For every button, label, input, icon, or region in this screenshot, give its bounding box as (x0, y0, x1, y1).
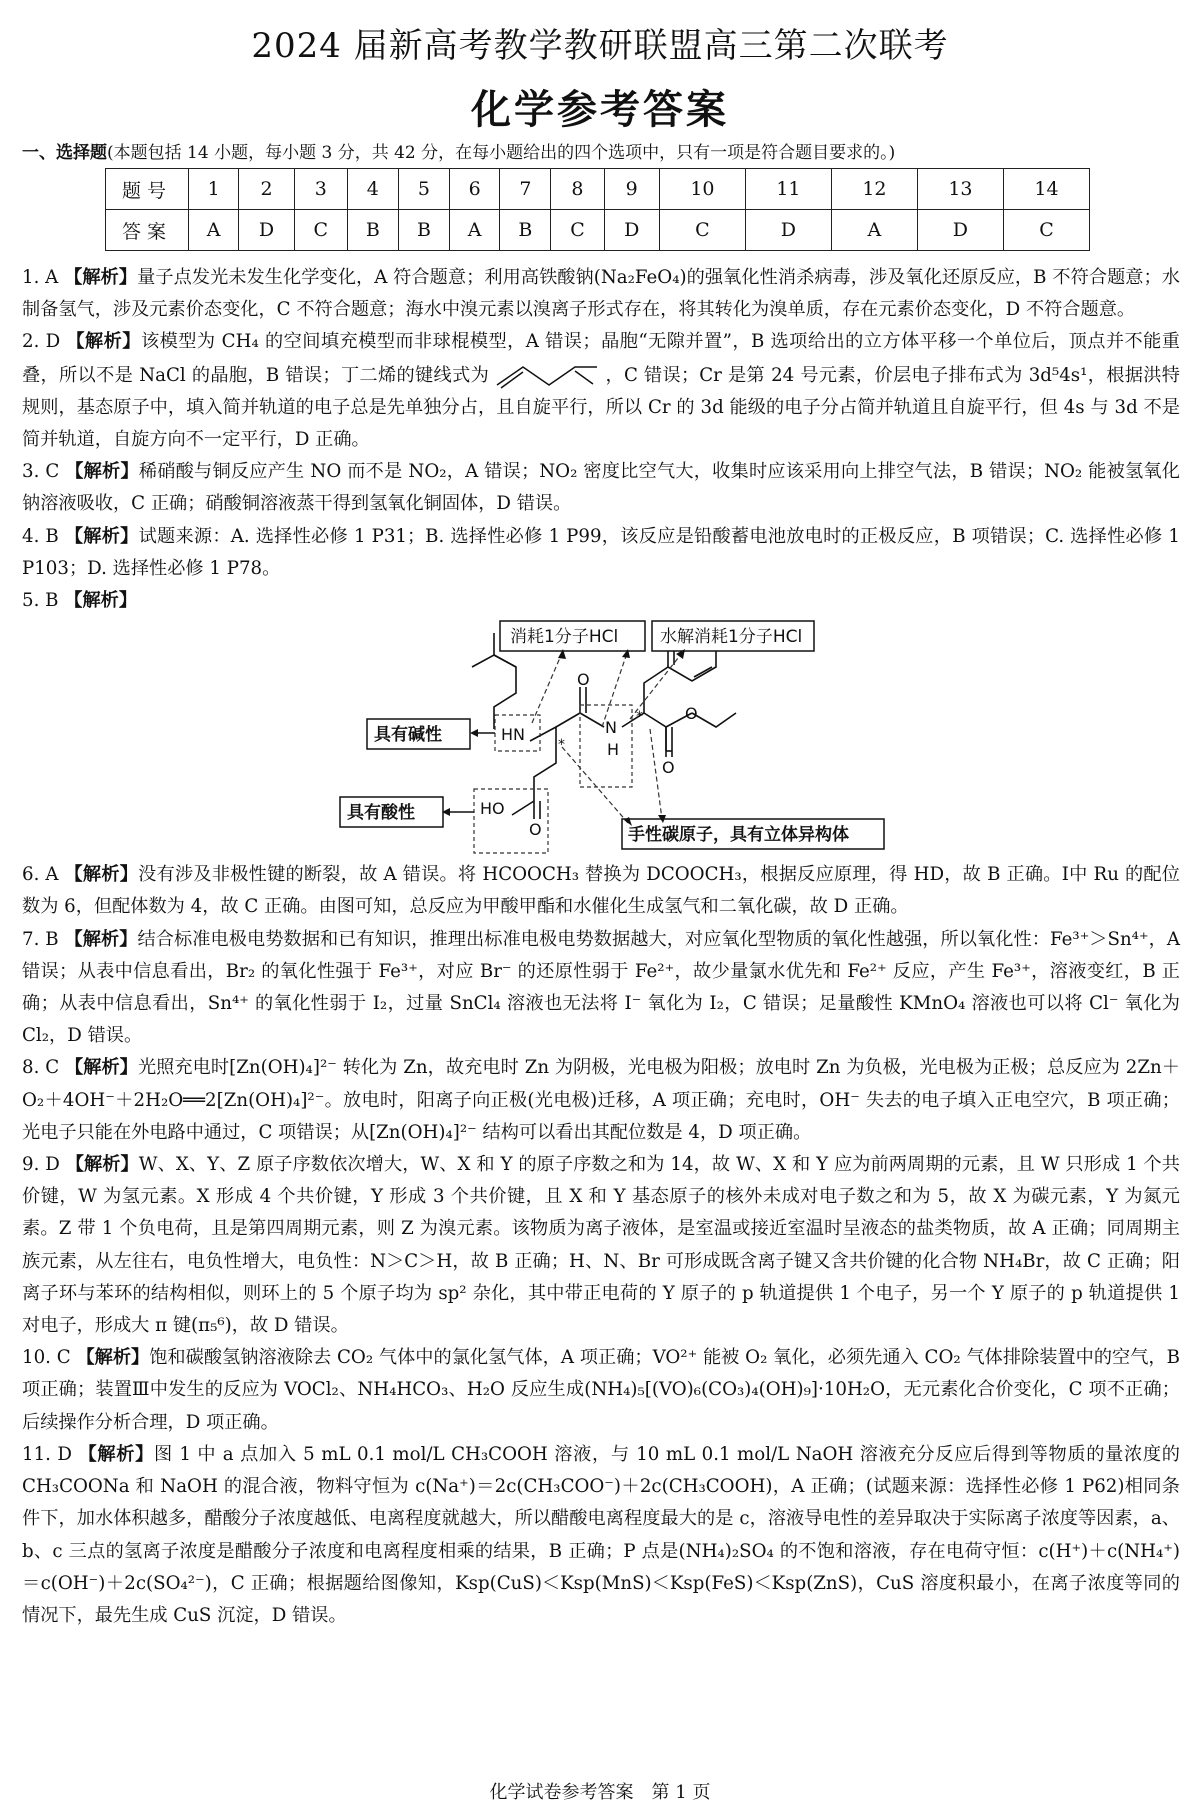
answer-cell: A (450, 210, 500, 251)
answer-cell: C (659, 210, 745, 251)
chiral-star-1: * (558, 737, 565, 754)
analysis-tag: 【解析】 (66, 331, 141, 353)
explanation-text: W、X、Y、Z 原子序数依次增大，W、X 和 Y 的原子序数之和为 14，故 W、X 和 Y 应为前两周期的元素，且 W 只形成 1 个共价键，W 为氢元素。X 形成 4 个共价键，Y 形成 3 个共价键，且 X 和 Y 基态原子的核外未成对电子数之和为 5，故 X 为碳元素，Y 为氮元素。Z 带 1 个负电荷，且是第四周期元素，则 Z 为溴元素。该物质为离子液体，是室温或接近室温时呈液态的盐类物质，故 A 正确；同周期主族元素，从左往右，电负性增大，电负性：N＞C＞H，故 B 正确；H、N、Br 可形成既含离子键又含共价键的化合物 NH₄Br，故 C 正确；阳离子环与苯环的结构相似，则环上的 5 个原子均为 sp² 杂化，其中带正电荷的 Y 原子的 p 轨道提供 1 个电子，另一个 Y 原子的 p 轨道提供 1 对电子，形成大 π 键(π₅⁶)，故 D 错误。 (22, 1154, 1181, 1337)
answer-cell: B (500, 210, 551, 251)
question-number: 2 (239, 169, 294, 210)
answer-cell: A (189, 210, 239, 251)
explanation-q11 (22, 1439, 1180, 1632)
explanation-text: 没有涉及非极性键的断裂，故 A 错误。将 HCOOCH₃ 替换为 DCOOCH₃，根据反应原理，得 HD，故 B 正确。Ⅰ中 Ru 的配位数为 6，但配体数为 4，故 C 正确。由图可知，总反应为甲酸甲酯和水催化生成氢气和二氧化碳，故 D 正确。 (22, 864, 1180, 918)
question-number: 3 (294, 169, 347, 210)
answer-cell: C (294, 210, 347, 251)
label-acidic: 具有酸性 (347, 803, 415, 824)
question-number: 10 (659, 169, 745, 210)
question-number: 11 (745, 169, 831, 210)
explanation-q7 (22, 924, 1180, 1053)
analysis-tag: 【解析】 (65, 1154, 139, 1176)
atom-o-ether: O (685, 704, 698, 724)
question-number: 9 (604, 169, 659, 210)
atom-o-ester: O (662, 758, 675, 778)
section-desc: (本题包括 14 小题，每小题 3 分，共 42 分，在每小题给出的四个选项中，只有一项是符合题目要求的。) (107, 143, 896, 163)
question-number: 1 (189, 169, 239, 210)
atom-o-acid: O (529, 820, 542, 840)
explanation-text: 量子点发光未发生化学变化，A 符合题意；利用高铁酸钠(Na₂FeO₄)的强氧化性消杀病毒，涉及氧化还原反应，B 不符合题意；水制备氢气，涉及元素价态变化，C 不符合题意；海水中溴元素以溴离子形式存在，将其转化为溴单质，存在元素价态变化，D 不符合题意。 (22, 267, 1180, 321)
butadiene-skeletal-formula (493, 359, 601, 389)
question-number: 14 (1003, 169, 1089, 210)
label-hydrolysis-hcl: 水解消耗1分子HCl (660, 627, 803, 648)
question-label: 10. C (22, 1347, 71, 1369)
question-number: 7 (500, 169, 551, 210)
explanation-q6 (22, 859, 1180, 923)
explanation-text: 该模型为 CH₄ 的空间填充模型而非球棍模型，A 错误；晶胞“无隙并置”，B 选项给出的立方体平移一个单位后，顶点并不能重叠，所以不是 NaCl 的晶胞，B 错误；丁二烯的键线式为 (22, 331, 1180, 386)
explanation-q3 (22, 456, 1180, 520)
question-number: 6 (450, 169, 500, 210)
atom-n: N (605, 718, 617, 738)
explanation-q5 (22, 585, 1180, 855)
molecule-diagram (22, 619, 1180, 855)
explanation-q10 (22, 1342, 1180, 1439)
explanations-list (22, 262, 1180, 1632)
label-consume-hcl: 消耗1分子HCl (510, 627, 619, 648)
question-label: 2. D (22, 331, 61, 353)
analysis-tag: 【解析】 (64, 928, 138, 950)
chiral-star-2: * (636, 709, 643, 726)
answer-cell: D (604, 210, 659, 251)
analysis-tag: 【解析】 (64, 590, 138, 612)
row-label-answer: 答案 (106, 210, 189, 251)
explanation-q2 (22, 326, 1180, 456)
atom-h: H (607, 740, 620, 760)
explanation-text: 稀硝酸与铜反应产生 NO 而不是 NO₂，A 错误；NO₂ 密度比空气大，收集时应该采用向上排空气法，B 错误；NO₂ 能被氢氧化钠溶液吸收，C 正确；硝酸铜溶液蒸干得到氢氧化铜固体，D 错误。 (22, 461, 1180, 515)
answer-cell: A (831, 210, 917, 251)
analysis-tag: 【解析】 (64, 864, 139, 886)
atom-hn: HN (501, 725, 525, 745)
explanation-text-cont: ，C 错误；Cr 是第 24 号元素，价层电子排布式为 3d⁵4s¹，根据洪特规则，基态原子中，填入简并轨道的电子总是先单独分占，且自旋平行，所以 Cr 的 3d 能级的电子分占简并轨道且自旋平行，但 4s 与 3d 不是简并轨道，自旋方向不一定平行，D 正确。 (22, 364, 1180, 451)
structure-figure (22, 619, 1180, 855)
explanation-text: 试题来源：A. 选择性必修 1 P31；B. 选择性必修 1 P99，该反应是铅酸蓄电池放电时的正极反应，B 项错误；C. 选择性必修 1 P103；D. 选择性必修 1 P78。 (22, 525, 1180, 579)
label-chiral: 手性碳原子，具有立体异构体 (628, 825, 849, 846)
answer-cell: B (347, 210, 398, 251)
explanation-text: 图 1 中 a 点加入 5 mL 0.1 mol/L CH₃COOH 溶液，与 10 mL 0.1 mol/L NaOH 溶液充分反应后得到等物质的量浓度的 CH₃COONa 和 NaOH 的混合液，物料守恒为 c(Na⁺)＝2c(CH₃COO⁻)＋2c(CH₃COOH)，A 正确；(试题来源：选择性必修 1 P62)相同条件下，加水体积越多，醋酸分子浓度越低、电离程度就越大，所以醋酸电离程度最大的是 c，溶液导电性的差异取决于实际离子浓度等因素，a、b、c 三点的氢离子浓度是醋酸分子浓度和电离程度相乘的结果，B 正确；P 点是(NH₄)₂SO₄ 的不饱和溶液，存在电荷守恒：c(H⁺)＋c(NH₄⁺)＝c(OH⁻)＋2c(SO₄²⁻)，C 正确；根据题给图像知，Ksp(CuS)＜Ksp(MnS)＜Ksp(FeS)＜Ksp(ZnS)，CuS 溶度积最小，在离子浓度等同的情况下，最先生成 CuS 沉淀，D 错误。 (22, 1443, 1180, 1626)
atom-o-amide: O (577, 670, 590, 690)
analysis-tag: 【解析】 (78, 1443, 154, 1465)
exam-title: 2024 届新高考教学教研联盟高三第二次联考 (251, 26, 949, 66)
explanation-text: 饱和碳酸氢钠溶液除去 CO₂ 气体中的氯化氢气体，A 项正确；VO²⁺ 能被 O₂ 氧化，必须先通入 CO₂ 气体排除装置中的空气，B 项正确；装置Ⅲ中发生的反应为 VOCl₂、NH₄HCO₃、H₂O 反应生成(NH₄)₅[(VO)₆(CO₃)₄(OH)₉]·10H₂O，无元素化合价变化，C 项不正确；后续操作分析合理，D 项正确。 (22, 1347, 1180, 1433)
row-label-number: 题号 (106, 169, 189, 210)
document-title: 化学参考答案 (471, 87, 729, 133)
page-footer: 化学试卷参考答案 第 1 页 (489, 1782, 711, 1803)
answer-cell: B (398, 210, 449, 251)
analysis-tag: 【解析】 (64, 267, 138, 288)
answer-table-number-row (106, 169, 1090, 210)
question-label: 5. B (22, 590, 59, 612)
question-number: 4 (347, 169, 398, 210)
section-label: 一、选择题 (22, 143, 107, 163)
label-basic: 具有碱性 (374, 725, 442, 746)
question-number: 5 (398, 169, 449, 210)
answer-cell: D (917, 210, 1003, 251)
question-label: 3. C (22, 461, 60, 483)
answer-cell: C (1003, 210, 1089, 251)
explanation-q9 (22, 1149, 1180, 1342)
question-label: 8. C (22, 1057, 60, 1079)
explanation-q4 (22, 521, 1180, 585)
answer-table-answer-row (106, 210, 1090, 251)
answer-cell: C (551, 210, 604, 251)
answer-table (105, 168, 1090, 251)
question-label: 7. B (22, 928, 59, 950)
analysis-tag: 【解析】 (64, 525, 139, 547)
question-label: 11. D (22, 1443, 72, 1465)
explanation-q8 (22, 1052, 1180, 1149)
question-label: 1. A (22, 267, 59, 288)
question-label: 6. A (22, 864, 59, 886)
explanation-q1 (22, 262, 1180, 326)
question-number: 12 (831, 169, 917, 210)
section-heading (22, 142, 1182, 164)
atom-ho: HO (480, 799, 505, 819)
analysis-tag: 【解析】 (76, 1347, 150, 1369)
question-number: 13 (917, 169, 1003, 210)
explanation-text: 结合标准电极电势数据和已有知识，推理出标准电极电势数据越大，对应氧化型物质的氧化性越强，所以氧化性：Fe³⁺＞Sn⁴⁺，A 错误；从表中信息看出，Br₂ 的氧化性强于 Fe³⁺，对应 Br⁻ 的还原性弱于 Fe²⁺，故少量氯水优先和 Fe²⁺ 反应，产生 Fe³⁺，溶液变红，B 正确；从表中信息看出，Sn⁴⁺ 的氧化性弱于 I₂，过量 SnCl₄ 溶液也无法将 I⁻ 氧化为 I₂，C 错误；足量酸性 KMnO₄ 溶液也可以将 Cl⁻ 氧化为 Cl₂，D 错误。 (22, 928, 1181, 1047)
answer-cell: D (745, 210, 831, 251)
question-number: 8 (551, 169, 604, 210)
question-label: 4. B (22, 525, 59, 547)
analysis-tag: 【解析】 (64, 1057, 138, 1079)
answer-cell: D (239, 210, 294, 251)
explanation-text: 光照充电时[Zn(OH)₄]²⁻ 转化为 Zn，故充电时 Zn 为阴极，光电极为阳极；放电时 Zn 为负极，光电极为正极；总反应为 2Zn＋O₂＋4OH⁻＋2H₂O══2[Zn(OH)₄]²⁻。放电时，阳离子向正极(光电极)迁移，A 项正确；充电时，OH⁻ 失去的电子填入正电空穴，B 项正确；光电子只能在外电路中通过，C 项错误；从[Zn(OH)₄]²⁻ 结构可以看出其配位数是 4，D 项正确。 (22, 1057, 1180, 1143)
analysis-tag: 【解析】 (65, 461, 139, 483)
question-label: 9. D (22, 1154, 60, 1176)
